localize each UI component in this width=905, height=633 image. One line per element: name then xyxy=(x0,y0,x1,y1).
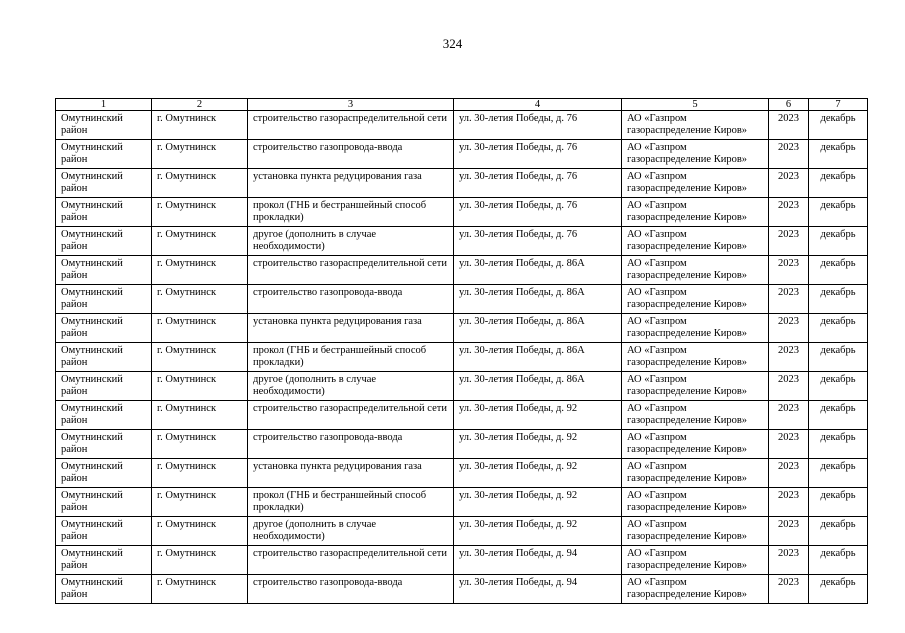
settlement-cell: г. Омутнинск xyxy=(152,546,248,575)
organization-cell: АО «Газпром газораспределение Киров» xyxy=(622,256,769,285)
work-type-cell: строительство газораспределительной сети xyxy=(248,111,454,140)
district-cell: Омутнинский район xyxy=(56,546,152,575)
district-cell: Омутнинский район xyxy=(56,227,152,256)
table-row xyxy=(56,459,868,488)
settlement-cell: г. Омутнинск xyxy=(152,430,248,459)
table-row xyxy=(56,140,868,169)
year-cell: 2023 xyxy=(769,169,809,198)
district-cell: Омутнинский район xyxy=(56,314,152,343)
work-type-cell: строительство газопровода-ввода xyxy=(248,285,454,314)
column-header: 7 xyxy=(809,99,868,111)
settlement-cell: г. Омутнинск xyxy=(152,517,248,546)
organization-cell: АО «Газпром газораспределение Киров» xyxy=(622,343,769,372)
year-cell: 2023 xyxy=(769,401,809,430)
table-row xyxy=(56,314,868,343)
district-cell: Омутнинский район xyxy=(56,430,152,459)
settlement-cell: г. Омутнинск xyxy=(152,459,248,488)
month-cell: декабрь xyxy=(809,372,868,401)
year-cell: 2023 xyxy=(769,372,809,401)
year-cell: 2023 xyxy=(769,256,809,285)
district-cell: Омутнинский район xyxy=(56,256,152,285)
month-cell: декабрь xyxy=(809,575,868,604)
address-cell: ул. 30-летия Победы, д. 76 xyxy=(454,111,622,140)
work-type-cell: прокол (ГНБ и бестраншейный способ прокладки) xyxy=(248,198,454,227)
organization-cell: АО «Газпром газораспределение Киров» xyxy=(622,372,769,401)
work-type-cell: строительство газораспределительной сети xyxy=(248,256,454,285)
work-type-cell: прокол (ГНБ и бестраншейный способ прокладки) xyxy=(248,488,454,517)
district-cell: Омутнинский район xyxy=(56,198,152,227)
address-cell: ул. 30-летия Победы, д. 86А xyxy=(454,372,622,401)
month-cell: декабрь xyxy=(809,401,868,430)
settlement-cell: г. Омутнинск xyxy=(152,256,248,285)
organization-cell: АО «Газпром газораспределение Киров» xyxy=(622,169,769,198)
table-row xyxy=(56,111,868,140)
settlement-cell: г. Омутнинск xyxy=(152,488,248,517)
district-cell: Омутнинский район xyxy=(56,169,152,198)
address-cell: ул. 30-летия Победы, д. 76 xyxy=(454,169,622,198)
column-header: 6 xyxy=(769,99,809,111)
district-cell: Омутнинский район xyxy=(56,575,152,604)
year-cell: 2023 xyxy=(769,140,809,169)
address-cell: ул. 30-летия Победы, д. 86А xyxy=(454,314,622,343)
settlement-cell: г. Омутнинск xyxy=(152,372,248,401)
organization-cell: АО «Газпром газораспределение Киров» xyxy=(622,575,769,604)
settlement-cell: г. Омутнинск xyxy=(152,285,248,314)
address-cell: ул. 30-летия Победы, д. 94 xyxy=(454,575,622,604)
address-cell: ул. 30-летия Победы, д. 76 xyxy=(454,227,622,256)
work-type-cell: строительство газопровода-ввода xyxy=(248,575,454,604)
year-cell: 2023 xyxy=(769,285,809,314)
address-cell: ул. 30-летия Победы, д. 76 xyxy=(454,198,622,227)
address-cell: ул. 30-летия Победы, д. 92 xyxy=(454,459,622,488)
table-row xyxy=(56,227,868,256)
settlement-cell: г. Омутнинск xyxy=(152,169,248,198)
work-type-cell: другое (дополнить в случае необходимости) xyxy=(248,227,454,256)
column-header: 1 xyxy=(56,99,152,111)
year-cell: 2023 xyxy=(769,314,809,343)
year-cell: 2023 xyxy=(769,430,809,459)
organization-cell: АО «Газпром газораспределение Киров» xyxy=(622,198,769,227)
address-cell: ул. 30-летия Победы, д. 92 xyxy=(454,401,622,430)
organization-cell: АО «Газпром газораспределение Киров» xyxy=(622,314,769,343)
year-cell: 2023 xyxy=(769,517,809,546)
table-header-row xyxy=(56,99,868,111)
organization-cell: АО «Газпром газораспределение Киров» xyxy=(622,227,769,256)
work-type-cell: установка пункта редуцирования газа xyxy=(248,459,454,488)
district-cell: Омутнинский район xyxy=(56,285,152,314)
column-header: 2 xyxy=(152,99,248,111)
table-body xyxy=(56,111,868,604)
work-type-cell: прокол (ГНБ и бестраншейный способ прокладки) xyxy=(248,343,454,372)
table-row xyxy=(56,575,868,604)
month-cell: декабрь xyxy=(809,256,868,285)
address-cell: ул. 30-летия Победы, д. 86А xyxy=(454,343,622,372)
organization-cell: АО «Газпром газораспределение Киров» xyxy=(622,111,769,140)
month-cell: декабрь xyxy=(809,488,868,517)
year-cell: 2023 xyxy=(769,111,809,140)
organization-cell: АО «Газпром газораспределение Киров» xyxy=(622,459,769,488)
column-header: 4 xyxy=(454,99,622,111)
settlement-cell: г. Омутнинск xyxy=(152,198,248,227)
organization-cell: АО «Газпром газораспределение Киров» xyxy=(622,430,769,459)
district-cell: Омутнинский район xyxy=(56,111,152,140)
year-cell: 2023 xyxy=(769,343,809,372)
organization-cell: АО «Газпром газораспределение Киров» xyxy=(622,546,769,575)
work-type-cell: установка пункта редуцирования газа xyxy=(248,169,454,198)
address-cell: ул. 30-летия Победы, д. 94 xyxy=(454,546,622,575)
table-row xyxy=(56,488,868,517)
year-cell: 2023 xyxy=(769,488,809,517)
table-row xyxy=(56,430,868,459)
work-type-cell: установка пункта редуцирования газа xyxy=(248,314,454,343)
data-table xyxy=(55,98,868,604)
column-header: 3 xyxy=(248,99,454,111)
organization-cell: АО «Газпром газораспределение Киров» xyxy=(622,285,769,314)
work-type-cell: строительство газопровода-ввода xyxy=(248,140,454,169)
settlement-cell: г. Омутнинск xyxy=(152,111,248,140)
month-cell: декабрь xyxy=(809,430,868,459)
work-type-cell: другое (дополнить в случае необходимости) xyxy=(248,517,454,546)
month-cell: декабрь xyxy=(809,517,868,546)
year-cell: 2023 xyxy=(769,575,809,604)
month-cell: декабрь xyxy=(809,198,868,227)
organization-cell: АО «Газпром газораспределение Киров» xyxy=(622,140,769,169)
address-cell: ул. 30-летия Победы, д. 92 xyxy=(454,430,622,459)
year-cell: 2023 xyxy=(769,459,809,488)
district-cell: Омутнинский район xyxy=(56,488,152,517)
settlement-cell: г. Омутнинск xyxy=(152,575,248,604)
settlement-cell: г. Омутнинск xyxy=(152,227,248,256)
page-number: 324 xyxy=(442,36,463,51)
table-row xyxy=(56,343,868,372)
table-row xyxy=(56,256,868,285)
district-cell: Омутнинский район xyxy=(56,517,152,546)
year-cell: 2023 xyxy=(769,227,809,256)
settlement-cell: г. Омутнинск xyxy=(152,401,248,430)
work-type-cell: другое (дополнить в случае необходимости) xyxy=(248,372,454,401)
organization-cell: АО «Газпром газораспределение Киров» xyxy=(622,488,769,517)
month-cell: декабрь xyxy=(809,343,868,372)
organization-cell: АО «Газпром газораспределение Киров» xyxy=(622,401,769,430)
table-row xyxy=(56,169,868,198)
settlement-cell: г. Омутнинск xyxy=(152,343,248,372)
table-row xyxy=(56,198,868,227)
district-cell: Омутнинский район xyxy=(56,401,152,430)
address-cell: ул. 30-летия Победы, д. 92 xyxy=(454,517,622,546)
month-cell: декабрь xyxy=(809,285,868,314)
month-cell: декабрь xyxy=(809,111,868,140)
month-cell: декабрь xyxy=(809,140,868,169)
table-row xyxy=(56,372,868,401)
settlement-cell: г. Омутнинск xyxy=(152,140,248,169)
district-cell: Омутнинский район xyxy=(56,459,152,488)
organization-cell: АО «Газпром газораспределение Киров» xyxy=(622,517,769,546)
year-cell: 2023 xyxy=(769,546,809,575)
address-cell: ул. 30-летия Победы, д. 92 xyxy=(454,488,622,517)
address-cell: ул. 30-летия Победы, д. 86А xyxy=(454,285,622,314)
month-cell: декабрь xyxy=(809,227,868,256)
district-cell: Омутнинский район xyxy=(56,372,152,401)
column-header: 5 xyxy=(622,99,769,111)
work-type-cell: строительство газораспределительной сети xyxy=(248,546,454,575)
year-cell: 2023 xyxy=(769,198,809,227)
work-type-cell: строительство газопровода-ввода xyxy=(248,430,454,459)
month-cell: декабрь xyxy=(809,546,868,575)
table-row xyxy=(56,517,868,546)
month-cell: декабрь xyxy=(809,169,868,198)
district-cell: Омутнинский район xyxy=(56,140,152,169)
address-cell: ул. 30-летия Победы, д. 86А xyxy=(454,256,622,285)
month-cell: декабрь xyxy=(809,314,868,343)
work-type-cell: строительство газораспределительной сети xyxy=(248,401,454,430)
settlement-cell: г. Омутнинск xyxy=(152,314,248,343)
address-cell: ул. 30-летия Победы, д. 76 xyxy=(454,140,622,169)
district-cell: Омутнинский район xyxy=(56,343,152,372)
table-row xyxy=(56,285,868,314)
table-row xyxy=(56,546,868,575)
month-cell: декабрь xyxy=(809,459,868,488)
table-row xyxy=(56,401,868,430)
